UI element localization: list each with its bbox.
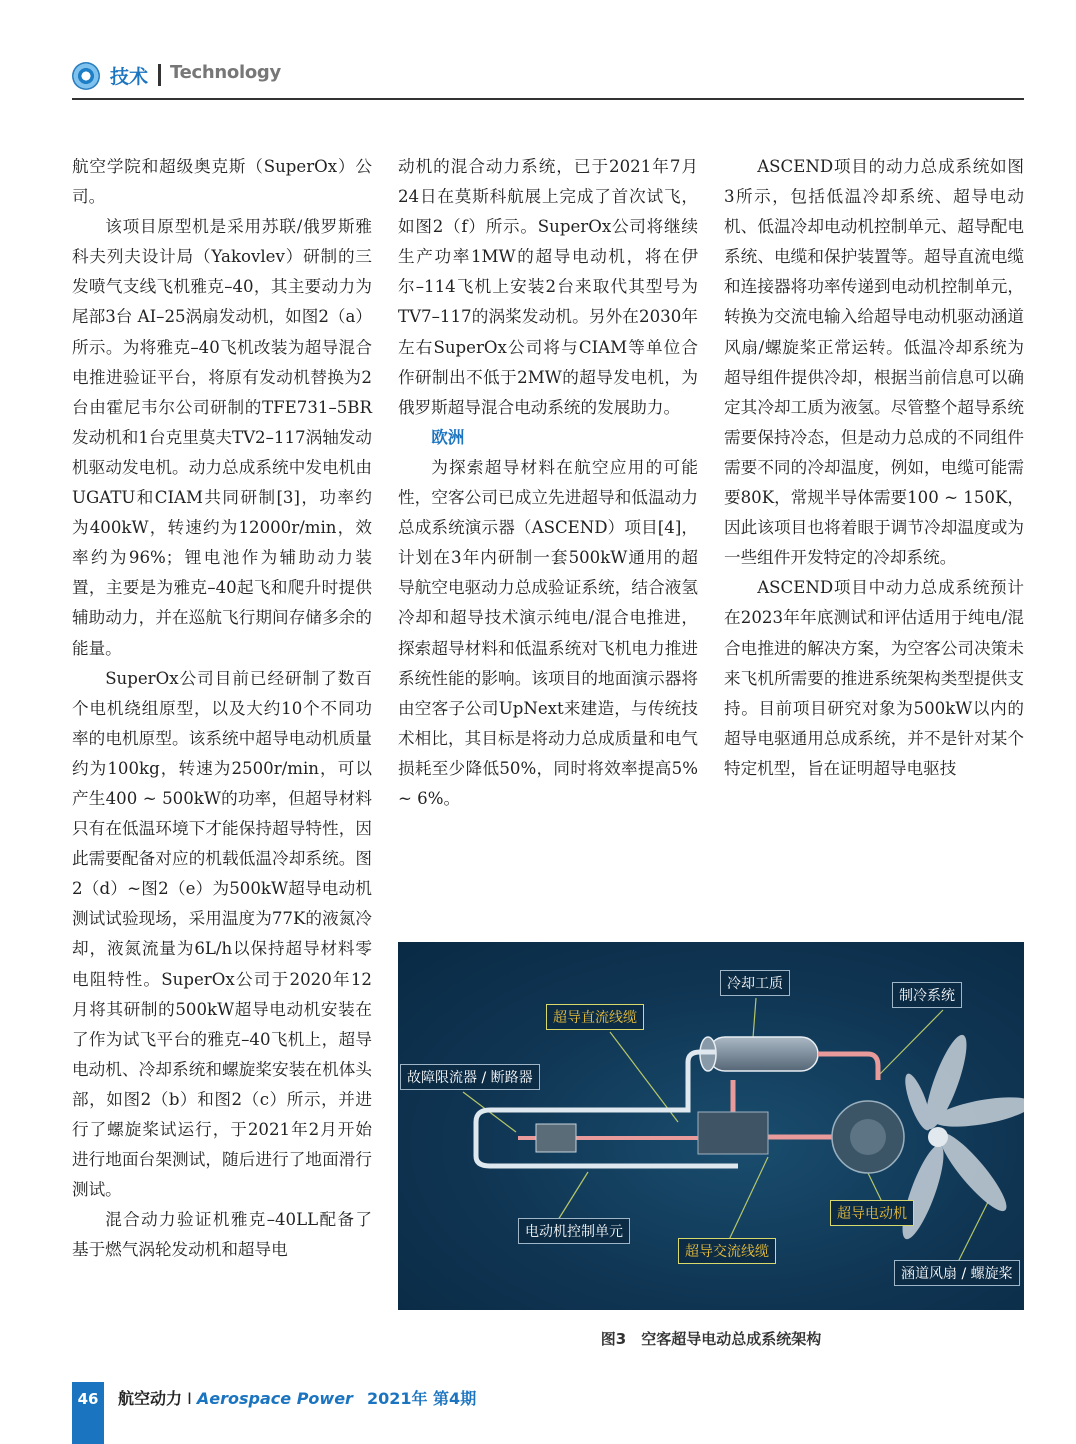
fault-limiter-box <box>536 1124 576 1152</box>
label-fan-propeller: 涵道风扇 / 螺旋桨 <box>894 1260 1020 1286</box>
paragraph: 为探索超导材料在航空应用的可能性，空客公司已成立先进超导和低温动力总成系统演示器（ASCEND）项目[4]，计划在3年内研制一套500kW通用的超导航空电驱动力总成验证系统，结合液氢冷却和超导技术演示纯电/混合电推进，探索超导材料和低温系统对飞机电力推进系统性能的影响。该项目的地面演示器将由空客子公司UpNext来建造，与传统技术相比，其目标是将动力总成质量和电气损耗至少降低50%，同时将效率提高5% ~ 6%。 <box>398 457 698 808</box>
paragraph: ASCEND项目中动力总成系统预计在2023年年底测试和评估适用于纯电/混合电推进的解决方案，为空客公司决策未来飞机所需要的推进系统架构类型提供支持。目前项目研究对象为500kW以内的超导电驱通用总成系统，并不是针对某个特定机型，旨在证明超导电驱技 <box>724 578 1024 778</box>
journal-logo-icon <box>72 62 100 90</box>
propeller-blades <box>895 1031 1024 1243</box>
journal-issue: 2021年 第4期 <box>366 1389 477 1408</box>
label-motor-control-unit: 电动机控制单元 <box>518 1218 630 1244</box>
label-ac-cable: 超导交流线缆 <box>678 1238 776 1264</box>
paragraph: 混合动力验证机雅克–40LL配备了基于燃气涡轮发动机和超导电 <box>72 1210 372 1260</box>
paragraph: SuperOx公司目前已经研制了数百个电机绕组原型，以及大约10个不同功率的电机原型。该系统中超导电动机质量约为100kg，转速为2500r/min，可以产生400 ~ 500kW的功率，但超导材料只有在低温环境下才能保持超导特性，因此需要配备对应的机载低温冷却系统。图2（d）~图2（e）为500kW超导电动机测试试验现场，采用温度为77K的液氮冷却，液氮流量为6L/h以保持超导材料零电阻特性。SuperOx公司于2020年12月将其研制的500kW超导电动机安装在了作为试飞平台的雅克–40飞机上，超导电动机、冷却系统和螺旋桨安装在机体头部，如图2（b）和图2（c）所示，并进行了螺旋桨试运行，于2021年2月开始进行地面台架测试，随后进行了地面滑行测试。 <box>72 668 372 1200</box>
paragraph: 航空学院和超级奥克斯（SuperOx）公司。 <box>72 157 372 207</box>
paragraph: ASCEND项目的动力总成系统如图3所示，包括低温冷却系统、超导电动机、低温冷却电动机控制单元、超导配电系统、电缆和保护装置等。超导直流电缆和连接器将功率传递到电动机控制单元，转换为交流电输入给超导电动机驱动涵道风扇/螺旋桨正常运转。低温冷却系统为超导组件提供冷却，根据当前信息可以确定其冷却工质为液氢。尽管整个超导系统需要保持冷态，但是动力总成的不同组件需要不同的冷却温度，例如，电缆可能需要80K，常规半导体需要100 ~ 150K，因此该项目也将着眼于调节冷却温度或为一些组件开发特定的冷却系统。 <box>724 157 1024 568</box>
warm-pipe <box>818 1054 878 1080</box>
text-column-1 <box>72 152 372 1265</box>
section-title-cn: 技术 <box>110 66 149 88</box>
section-heading: 欧洲 <box>431 427 465 447</box>
text-column-2 <box>398 152 698 814</box>
paragraph: 动机的混合动力系统，已于2021年7月24日在莫斯科航展上完成了首次试飞，如图2（f）所示。SuperOx公司将继续生产功率1MW的超导电动机，将在伊尔–114飞机上安装2台来取代其型号为TV7–117的涡桨发动机。另外在2030年左右SuperOx公司将与CIAM等单位合作研制出不低于2MW的超导发电机，为俄罗斯超导混合电动系统的发展助力。 <box>398 157 698 417</box>
journal-footer <box>118 1386 476 1409</box>
journal-name-en: Aerospace Power <box>196 1389 353 1408</box>
figure-3-diagram <box>398 942 1024 1310</box>
label-refrigeration-system: 制冷系统 <box>892 982 962 1008</box>
page-number: 46 <box>77 1390 99 1408</box>
label-fault-limiter: 故障限流器 / 断路器 <box>400 1064 540 1090</box>
header-rule <box>72 98 1024 100</box>
page-header <box>72 58 1024 100</box>
motor-control-box <box>698 1112 768 1154</box>
section-title-en: Technology <box>170 62 281 83</box>
label-superconducting-motor: 超导电动机 <box>830 1200 914 1226</box>
text-column-3 <box>724 152 1024 784</box>
label-dc-cable: 超导直流线缆 <box>546 1004 644 1030</box>
header-divider <box>158 64 161 86</box>
paragraph: 该项目原型机是采用苏联/俄罗斯雅科夫列夫设计局（Yakovlev）研制的三发喷气支线飞机雅克–40，其主要动力为尾部3台 AI–25涡扇发动机，如图2（a）所示。为将雅克–40飞机改装为超导混合电推进验证平台，将原有发动机替换为2台由霍尼韦尔公司研制的TFE731–5BR发动机和1台克里莫夫TV2–117涡轴发动机驱动发电机。动力总成系统中发电机由UGATU和CIAM共同研制[3]，功率约为400kW，转速约为12000r/min，效率约为96%；锂电池作为辅助动力装置，主要是为雅克–40起飞和爬升时提供辅助动力，并在巡航飞行期间存储多余的能量。 <box>72 217 372 658</box>
label-coolant: 冷却工质 <box>720 970 790 996</box>
journal-separator: I <box>182 1389 197 1408</box>
coolant-tank <box>700 1037 818 1071</box>
journal-name-cn: 航空动力 <box>118 1389 183 1408</box>
figure-caption: 图3 空客超导电动总成系统架构 <box>600 1330 822 1348</box>
propeller-hub <box>928 1127 948 1147</box>
motor-core <box>850 1119 886 1155</box>
